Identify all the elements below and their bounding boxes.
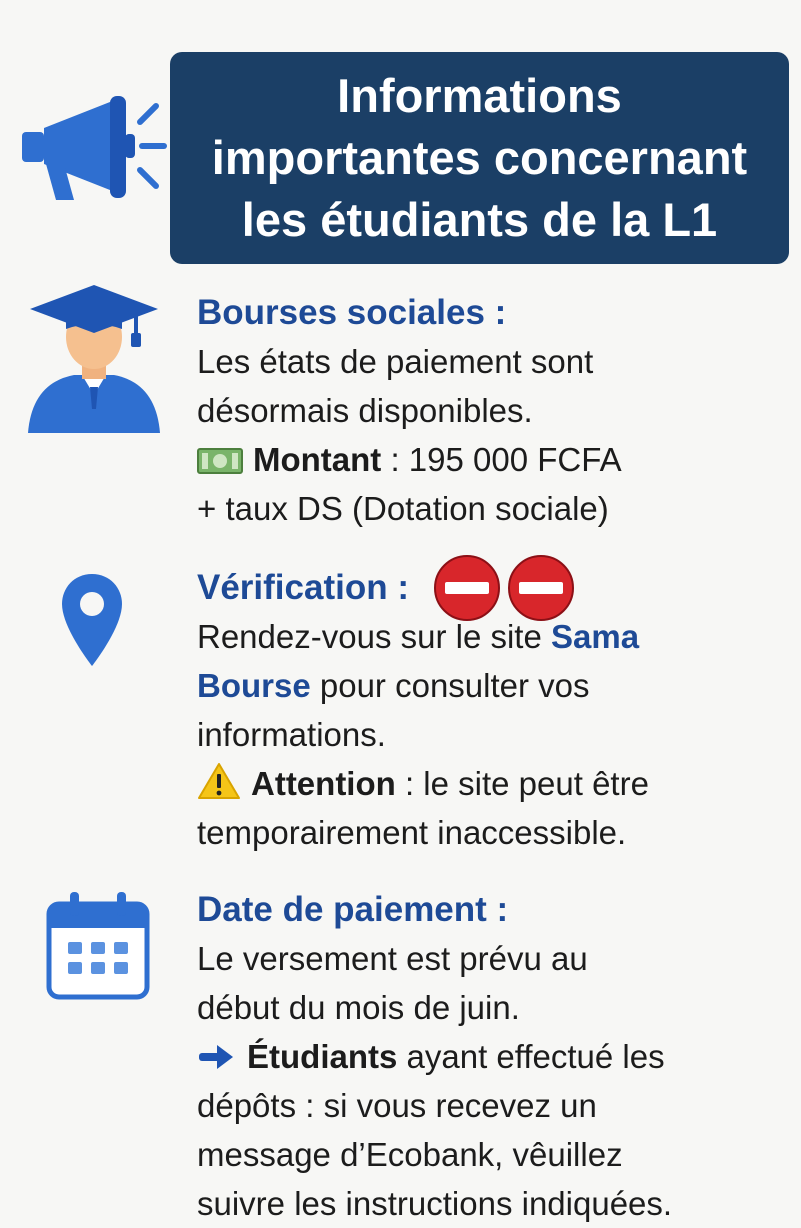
date-content: [197, 886, 789, 1228]
site-name-part-1: Sama: [551, 618, 640, 655]
site-name-part-2: Bourse: [197, 667, 311, 704]
bourses-content: [197, 289, 789, 533]
verification-line-2-post: pour consulter vos: [310, 667, 590, 704]
calendar-icon: [46, 890, 150, 1000]
verification-heading: Vérification :: [197, 568, 409, 607]
date-line-5: message d’Ecobank, vêuillez: [197, 1136, 623, 1173]
attention-label: Attention: [251, 765, 396, 802]
arrow-right-icon: [197, 1044, 235, 1070]
graduate-icon: [24, 283, 164, 433]
attention-text: : le site peut être: [395, 765, 649, 802]
money-icon: [197, 448, 243, 474]
attention-line: [197, 759, 789, 808]
students-line: [197, 1032, 789, 1081]
date-text: [197, 934, 789, 1228]
bourses-line-2: désormais disponibles.: [197, 392, 533, 429]
verification-heading-row: [197, 564, 789, 612]
verification-line-1: [197, 612, 789, 661]
title-line-1: Informations: [337, 69, 622, 122]
verification-line-3: informations.: [197, 716, 386, 753]
bourses-line-1: Les états de paiement sont: [197, 343, 594, 380]
date-line-1: Le versement est prévu au: [197, 940, 588, 977]
students-line-post: ayant effectué les: [397, 1038, 665, 1075]
date-line-2: début du mois de juin.: [197, 989, 520, 1026]
verification-content: [197, 564, 789, 857]
verification-line-5: temporairement inaccessible.: [197, 814, 627, 851]
title-line-3: les étudiants de la L1: [241, 193, 718, 246]
bourses-text: [197, 337, 789, 533]
verification-line-2: [197, 661, 789, 710]
title-line-2: importantes concernant: [211, 131, 748, 184]
verification-line-1-pre: Rendez-vous sur le site: [197, 618, 551, 655]
date-line-4: dépôts : si vous recevez un: [197, 1087, 597, 1124]
amount-value: : 195 000 FCFA: [381, 441, 622, 478]
megaphone-icon: [20, 92, 170, 202]
warning-icon: [197, 762, 241, 800]
bourses-amount-line: [197, 435, 789, 484]
bourses-heading: Bourses sociales :: [197, 293, 507, 332]
date-line-6: suivre les instructions indiquées.: [197, 1185, 673, 1222]
date-heading: Date de paiement :: [197, 890, 509, 929]
amount-label: Montant: [253, 441, 382, 478]
bourses-line-4: + taux DS (Dotation sociale): [197, 490, 609, 527]
verification-text: [197, 612, 789, 857]
page-title: [170, 52, 789, 264]
location-pin-icon: [60, 572, 124, 668]
students-label: Étudiants: [247, 1038, 398, 1075]
